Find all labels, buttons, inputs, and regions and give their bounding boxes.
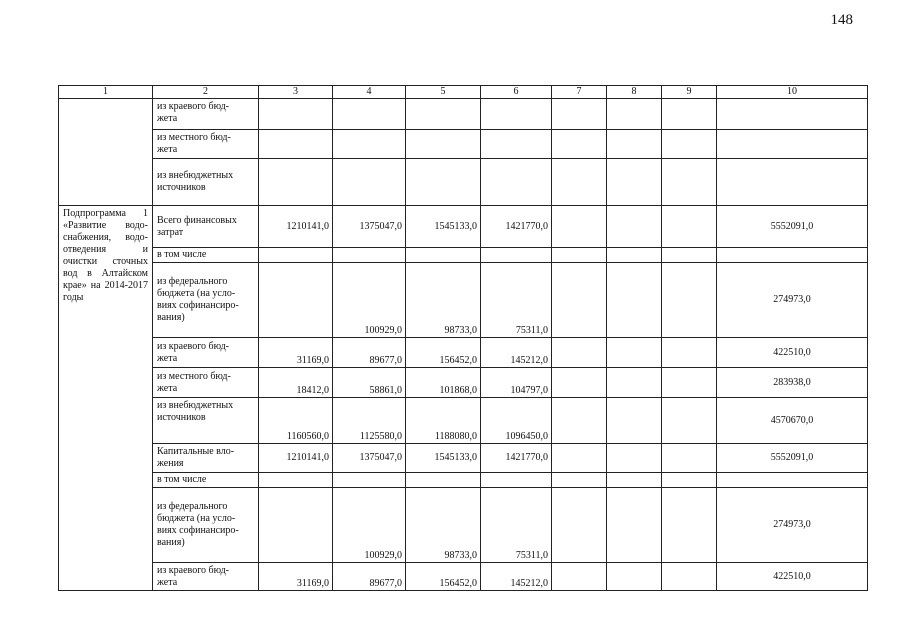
cell-value: 18412,0 (259, 368, 333, 398)
column-number-header (59, 86, 868, 99)
table-row (59, 248, 868, 263)
cell-value: 274973,0 (717, 263, 868, 338)
cell-value: 5552091,0 (717, 206, 868, 248)
cell-value: 283938,0 (717, 368, 868, 398)
cell-value: 1210141,0 (259, 444, 333, 473)
table-row (59, 206, 868, 248)
table-row (59, 488, 868, 563)
column-header: 5 (406, 86, 481, 99)
cell-value: 31169,0 (259, 563, 333, 591)
row-label: из краевого бюд- жета (153, 338, 259, 368)
cell-value: 101868,0 (406, 368, 481, 398)
page-number: 148 (830, 12, 853, 28)
cell-value: 422510,0 (717, 338, 868, 368)
column-header: 10 (717, 86, 868, 99)
table-row (59, 368, 868, 398)
cell-value: 1421770,0 (481, 444, 552, 473)
row-label: в том числе (153, 473, 259, 488)
cell-value: 422510,0 (717, 563, 868, 591)
cell-value: 31169,0 (259, 338, 333, 368)
cell-value: 58861,0 (333, 368, 406, 398)
row-label: из внебюджетных источников (153, 159, 259, 206)
row-label: из краевого бюд- жета (153, 563, 259, 591)
row-label: из местного бюд- жета (153, 368, 259, 398)
column-header: 1 (59, 86, 153, 99)
table-row (59, 263, 868, 338)
cell-value: 1545133,0 (406, 444, 481, 473)
cell-value: 1545133,0 (406, 206, 481, 248)
cell-value: 1125580,0 (333, 398, 406, 444)
cell-value: 156452,0 (406, 338, 481, 368)
empty-cell (59, 99, 153, 206)
cell-value: 156452,0 (406, 563, 481, 591)
column-header: 9 (662, 86, 717, 99)
budget-table (58, 85, 868, 591)
table-row (59, 473, 868, 488)
cell-value: 75311,0 (481, 488, 552, 563)
column-header: 8 (607, 86, 662, 99)
table-row (59, 398, 868, 444)
cell-value: 1096450,0 (481, 398, 552, 444)
column-header: 3 (259, 86, 333, 99)
cell-value: 1375047,0 (333, 444, 406, 473)
cell-value: 104797,0 (481, 368, 552, 398)
cell-value: 1160560,0 (259, 398, 333, 444)
table-row (59, 159, 868, 206)
cell-value: 100929,0 (333, 488, 406, 563)
table-row (59, 444, 868, 473)
cell-value: 145212,0 (481, 563, 552, 591)
table-row (59, 563, 868, 591)
subprogram-title: Подпрограмма 1 «Развитие водо-снабжения, водо-отведения и очистки сточных вод в Алтайском крае» на 2014-2017 годы (59, 206, 153, 591)
column-header: 2 (153, 86, 259, 99)
row-label: Капитальные вло- жения (153, 444, 259, 473)
cell-value: 1421770,0 (481, 206, 552, 248)
cell-value: 274973,0 (717, 488, 868, 563)
row-label: Всего финансовых затрат (153, 206, 259, 248)
row-label: в том числе (153, 248, 259, 263)
row-label: из федерального бюджета (на усло- виях софинансиро- вания) (153, 488, 259, 563)
table-row (59, 130, 868, 159)
cell-value: 5552091,0 (717, 444, 868, 473)
table-row (59, 99, 868, 130)
cell-value: 1210141,0 (259, 206, 333, 248)
cell-value: 1375047,0 (333, 206, 406, 248)
cell-value: 145212,0 (481, 338, 552, 368)
row-label: из краевого бюд- жета (153, 99, 259, 130)
row-label: из федерального бюджета (на усло- виях софинансиро- вания) (153, 263, 259, 338)
cell-value: 75311,0 (481, 263, 552, 338)
cell-value: 4570670,0 (717, 398, 868, 444)
row-label: из внебюджетных источников (153, 398, 259, 444)
cell-value: 1188080,0 (406, 398, 481, 444)
column-header: 4 (333, 86, 406, 99)
row-label: из местного бюд- жета (153, 130, 259, 159)
cell-value: 98733,0 (406, 488, 481, 563)
cell-value: 89677,0 (333, 338, 406, 368)
cell-value: 98733,0 (406, 263, 481, 338)
column-header: 7 (552, 86, 607, 99)
column-header: 6 (481, 86, 552, 99)
table-row (59, 338, 868, 368)
cell-value: 89677,0 (333, 563, 406, 591)
cell-value: 100929,0 (333, 263, 406, 338)
